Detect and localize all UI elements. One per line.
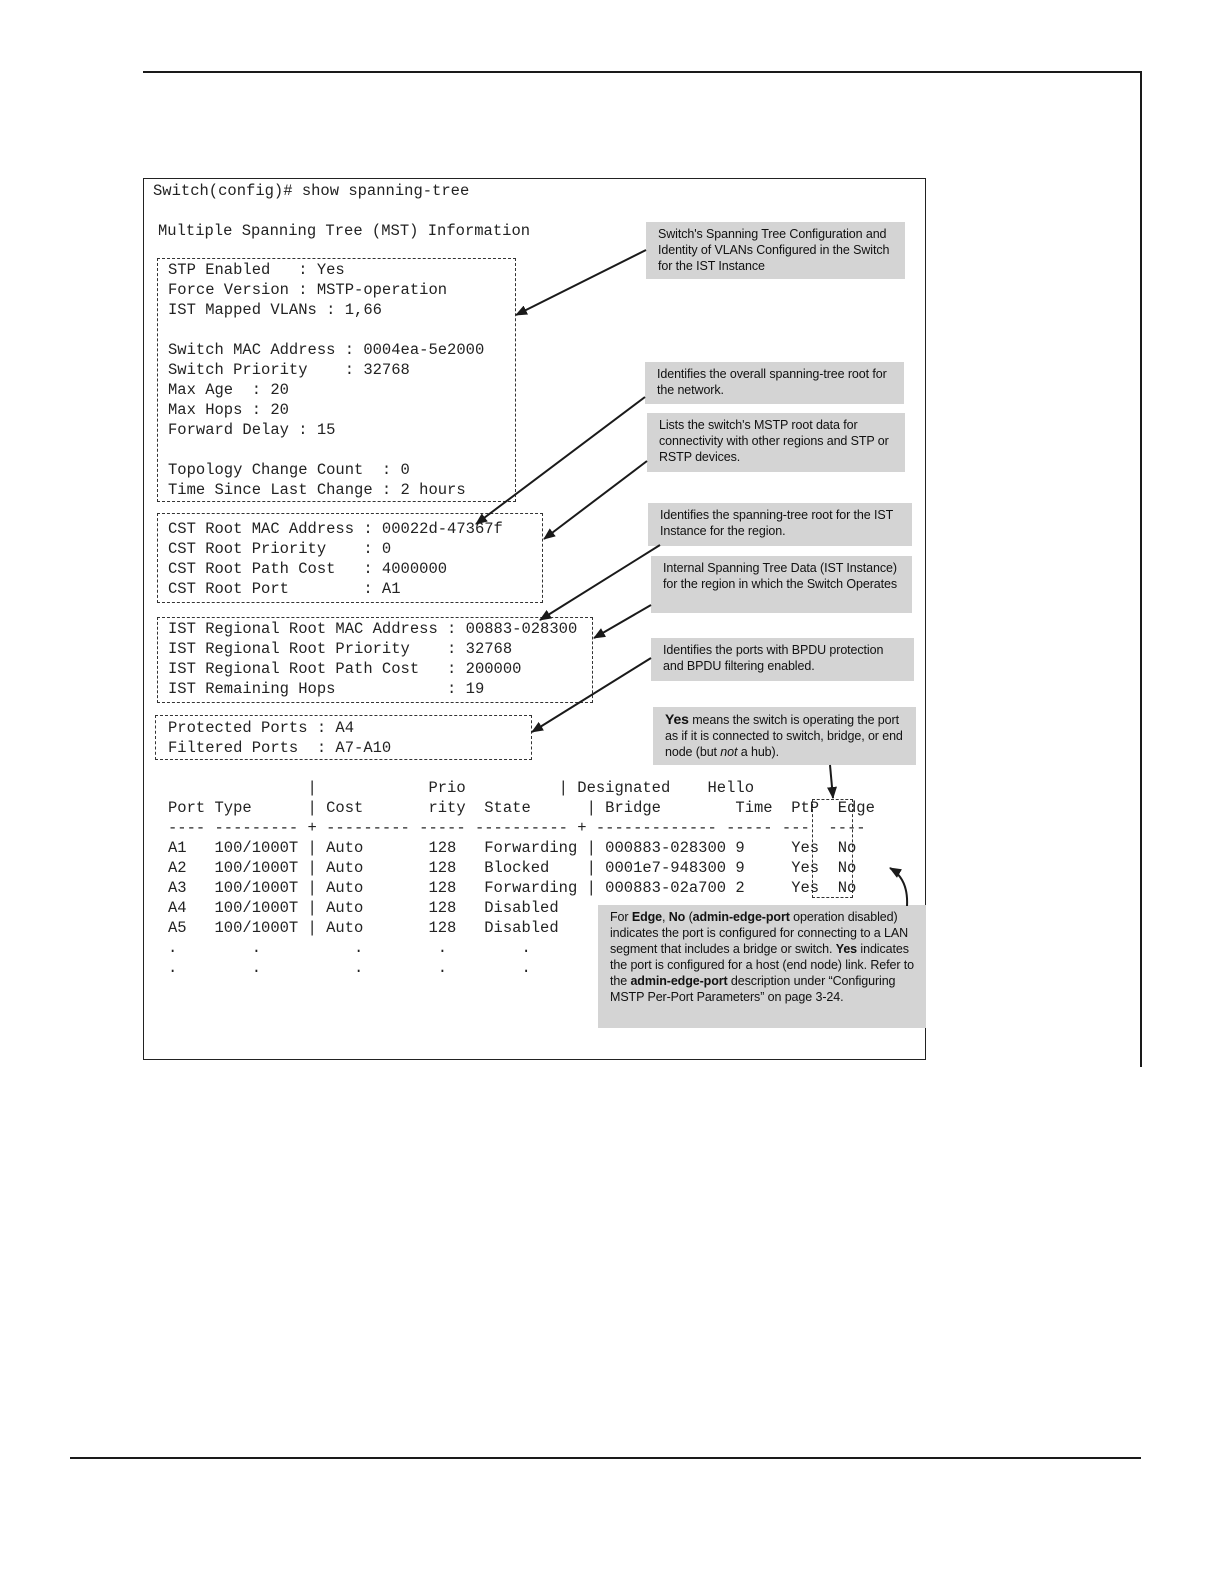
config-line: STP Enabled : Yes [168,261,345,279]
config-line: Forward Delay : 15 [168,421,336,439]
callout-protected-ports: Identifies the ports with BPDU protection and BPDU filtering enabled. [651,638,914,681]
config-line: Time Since Last Change : 2 hours [168,481,466,499]
ist-line: IST Remaining Hops : 19 [168,680,485,698]
table-line: ---- --------- + --------- ----- ---------- + ------------- ----- --- ---- [168,819,866,837]
table-row: A5 100/1000T | Auto 128 Disabled [168,919,559,937]
callout-edge-no: For Edge, No (admin-edge-port operation disabled) indicates the port is configured for connecting to a LAN segment that includes a bridge or switch. Yes indicates the port is configured for a host (end node) link. Refer to the admin-edge-port description under “Configuring MSTP Per-Port Parameters” on page 3-24. [598,905,926,1028]
callout-switch-config: Switch's Spanning Tree Configuration and Identity of VLANs Configured in the Switch for the IST Instance [646,222,905,279]
ist-line: IST Regional Root Priority : 32768 [168,640,513,658]
callout-mstp-root-data: Lists the switch's MSTP root data for connectivity with other regions and STP or RSTP devices. [647,413,905,472]
ist-line: IST Regional Root Path Cost : 200000 [168,660,522,678]
cst-line: CST Root Priority : 0 [168,540,392,558]
ist-line: IST Regional Root MAC Address : 00883-028300 [168,620,578,638]
table-row: A4 100/1000T | Auto 128 Disabled [168,899,559,917]
config-line: Switch Priority : 32768 [168,361,410,379]
cst-line: CST Root MAC Address : 00022d-47367f [168,520,503,538]
callout-overall-root: Identifies the overall spanning-tree root for the network. [645,362,904,404]
cst-line: CST Root Path Cost : 4000000 [168,560,448,578]
config-line: Max Age : 20 [168,381,289,399]
config-line: Max Hops : 20 [168,401,289,419]
config-line: Switch MAC Address : 0004ea-5e2000 [168,341,485,359]
table-row: A2 100/1000T | Auto 128 Blocked | 0001e7-948300 9 Yes No [168,859,857,877]
table-line: Port Type | Cost rity State | Bridge Time PtP Edge [168,799,875,817]
callout-ptp-yes: Yes means the switch is operating the port as if it is connected to switch, bridge, or end node (but not a hub). [653,707,916,765]
config-line: Topology Change Count : 0 [168,461,410,479]
command-line: Switch(config)# show spanning-tree [153,182,470,200]
mst-heading: Multiple Spanning Tree (MST) Information [158,222,531,240]
table-row: A1 100/1000T | Auto 128 Forwarding | 000883-028300 9 Yes No [168,839,857,857]
top-rule [143,71,1142,73]
config-line: IST Mapped VLANs : 1,66 [168,301,382,319]
callout-ist-root: Identifies the spanning-tree root for the IST Instance for the region. [648,503,912,546]
protect-line: Filtered Ports : A7-A10 [168,739,392,757]
table-row: . . . . . [168,959,531,977]
right-margin-rule [1140,71,1142,1067]
table-row: A3 100/1000T | Auto 128 Forwarding | 000883-02a700 2 Yes No [168,879,857,897]
cst-line: CST Root Port : A1 [168,580,401,598]
config-line: Force Version : MSTP-operation [168,281,448,299]
callout-ist-data: Internal Spanning Tree Data (IST Instance) for the region in which the Switch Operates [651,556,912,613]
table-row: . . . . . [168,939,531,957]
table-line: | Prio | Designated Hello [168,779,754,797]
protect-line: Protected Ports : A4 [168,719,355,737]
bottom-rule [70,1457,1141,1459]
